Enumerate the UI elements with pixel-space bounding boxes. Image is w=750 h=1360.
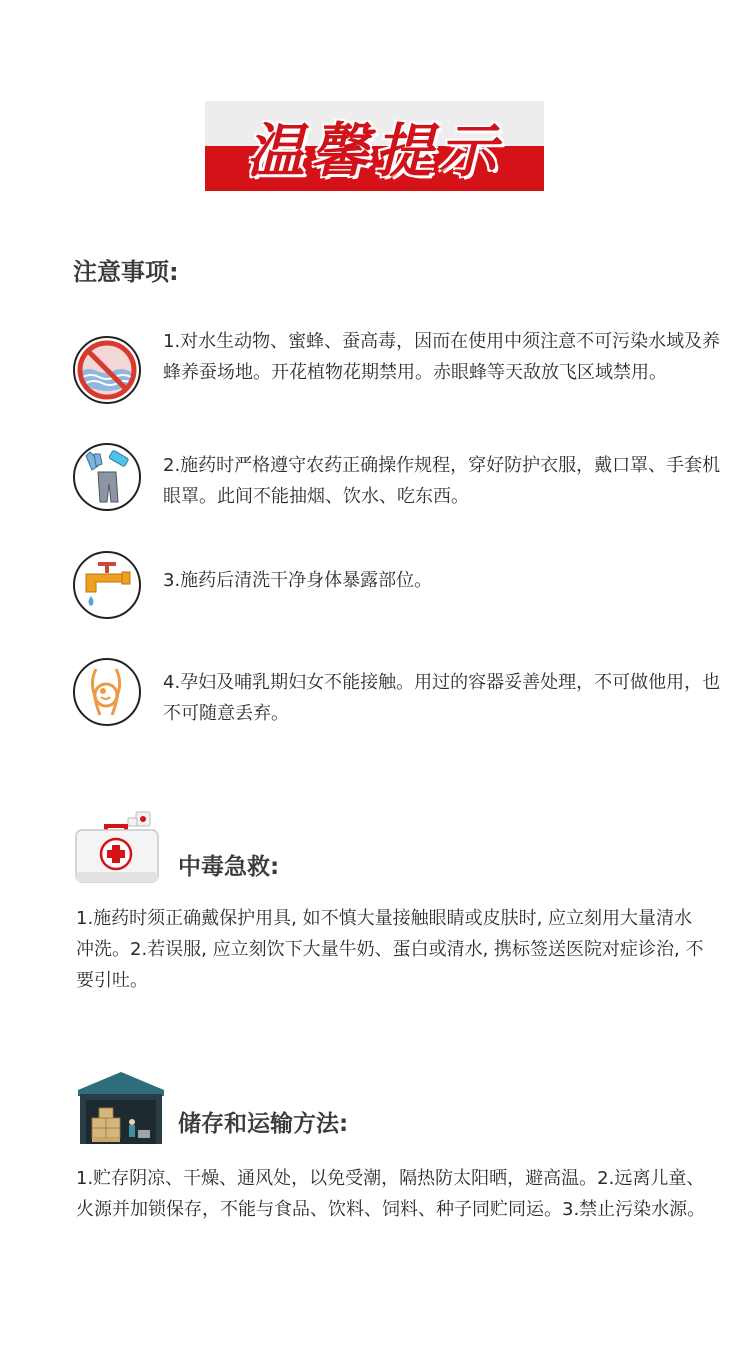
faucet-icon bbox=[72, 550, 142, 620]
no-water-icon bbox=[72, 335, 142, 405]
precaution-item-4: 4.孕妇及哺乳期妇女不能接触。用过的容器妥善处理，不可做他用，也不可随意丢弃。 bbox=[163, 672, 721, 724]
precaution-item-1: 1.对水生动物、蜜蜂、蚕高毒，因而在使用中须注意不可污染水域及养蜂养蚕场地。开花植物花期禁用。赤眼蜂等天敌放飞区域禁用。 bbox=[163, 331, 721, 383]
precautions-title: 注意事项: bbox=[73, 258, 179, 286]
storage-title: 储存和运输方法: bbox=[178, 1111, 349, 1137]
storage-text: 1.贮存阴凉、干燥、通风处，以免受潮，隔热防太阳晒，避高温。2.远离儿童、火源并加锁保存，不能与食品、饮料、饲料、种子同贮同运。3.禁止污染水源。 bbox=[76, 1168, 706, 1220]
warehouse-icon bbox=[78, 1072, 164, 1146]
first-aid-kit-icon bbox=[74, 810, 166, 886]
precaution-item-3: 3.施药后清洗干净身体暴露部位。 bbox=[163, 570, 433, 591]
protective-gear-icon bbox=[72, 442, 142, 512]
first-aid-title: 中毒急救: bbox=[178, 854, 280, 880]
precaution-item-2: 2.施药时严格遵守农药正确操作规程，穿好防护衣服，戴口罩、手套机眼罩。此间不能抽烟、饮水、吃东西。 bbox=[163, 455, 721, 507]
pregnant-icon bbox=[72, 657, 142, 727]
warm-tips-banner bbox=[205, 101, 544, 191]
first-aid-text: 1.施药时须正确戴保护用具, 如不慎大量接触眼睛或皮肤时, 应立刻用大量清水冲洗。2.若误服, 应立刻饮下大量牛奶、蛋白或清水, 携标签送医院对症诊治, 不要引吐。 bbox=[76, 908, 704, 991]
banner-title: 温馨提示 bbox=[246, 117, 503, 185]
